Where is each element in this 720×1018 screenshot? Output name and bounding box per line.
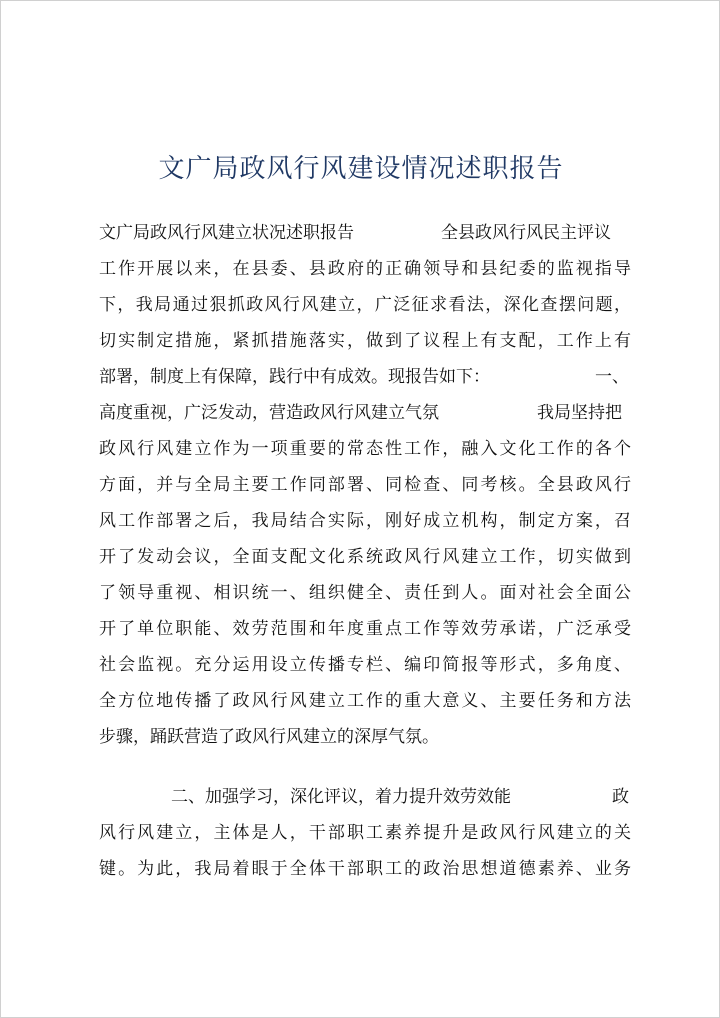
text-line: 全方位地传播了政风行风建立工作的重大意义、主要任务和方法 [99, 691, 631, 711]
text-line: 风工作部署之后，我局结合实际，刚好成立机构，制定方案，召 [99, 511, 631, 531]
section-number: 一、 [595, 367, 629, 387]
text-line: 了领导重视、相识统一、组织健全、责任到人。面对社会全面公 [99, 583, 631, 603]
text-line: 切实制定措施，紧抓措施落实，做到了议程上有支配，工作上有 [99, 331, 631, 351]
text-line: 键。为此，我局着眼于全体干部职工的政治思想道德素养、业务 [99, 859, 631, 879]
report-heading-text: 文广局政风行风建立状况述职报告 [99, 223, 354, 243]
paragraph-text: 部署，制度上有保障，践行中有成效。现报告如下： [99, 367, 490, 387]
text-line: 下，我局通过狠抓政风行风建立，广泛征求看法，深化查摆问题， [99, 295, 631, 315]
text-line: 风行风建立，主体是人，干部职工素养提升是政风行风建立的关 [99, 823, 631, 843]
text-line: 步骤，踊跃营造了政风行风建立的深厚气氛。 [99, 727, 439, 747]
text-line: 社会监视。充分运用设立传播专栏、编印简报等形式，多角度、 [99, 655, 631, 675]
section-heading: 高度重视，广泛发动，营造政风行风建立气氛 [99, 403, 439, 423]
text-line: 工作开展以来，在县委、县政府的正确领导和县纪委的监视指导 [99, 259, 631, 279]
text-line [99, 359, 631, 395]
text-line: 方面，并与全局主要工作同部署、同检查、同考核。全县政风行 [99, 475, 631, 495]
paragraph-text: 我局坚持把 [537, 403, 622, 423]
paragraph-text: 政 [612, 787, 629, 807]
text-line [99, 395, 631, 431]
paragraph-text: 全县政风行风民主评议 [441, 223, 611, 243]
text-line: 开了发动会议，全面支配文化系统政风行风建立工作，切实做到 [99, 547, 631, 567]
text-line [99, 779, 631, 815]
document-title: 文广局政风行风建设情况述职报告 [158, 154, 564, 184]
text-line: 开了单位职能、效劳范围和年度重点工作等效劳承诺，广泛承受 [99, 619, 631, 639]
text-line: 政风行风建立作为一项重要的常态性工作，融入文化工作的各个 [99, 439, 631, 459]
section-heading: 二、加强学习，深化评议，着力提升效劳效能 [171, 787, 511, 807]
text-line [99, 215, 631, 251]
